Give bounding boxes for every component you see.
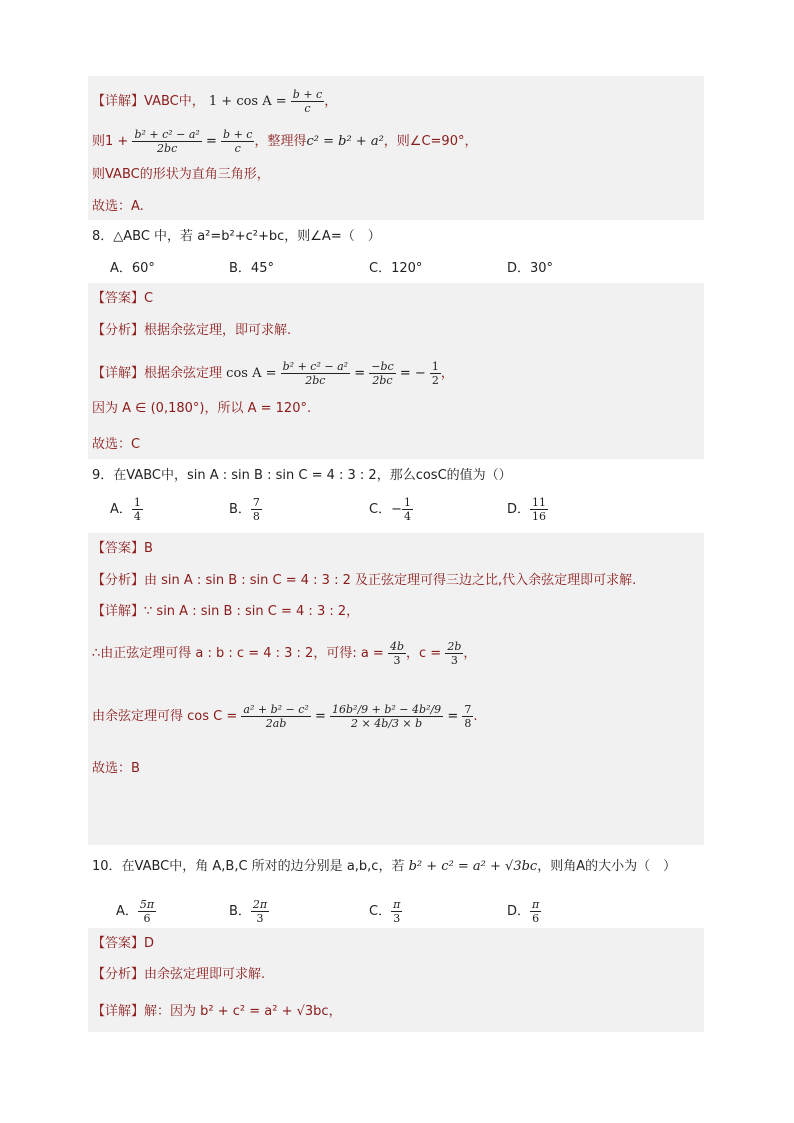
fraction: $\frac{7}{8}$	[464, 703, 472, 730]
q7-detail-line1: 【详解】VABC中， 1 + cos A = $\frac{b + c}{c}$ ，	[92, 88, 338, 115]
q10-answer: 【答案】D	[92, 936, 155, 951]
q9-analysis: 【分析】由 sin A : sin B : sin C = 4 : 3 : 2 及正弦定理可得三边之比,代入余弦定理即可求解.	[92, 573, 637, 588]
fraction: $\frac{\text{b² + c² − a²}}{2bc}$	[134, 128, 200, 155]
fraction: $\frac{b + c}{c}$	[292, 88, 323, 115]
q10-option-d[interactable]: D． $\frac{\pi}{6}$	[507, 898, 540, 925]
q8-option-c[interactable]: C．120°	[369, 261, 423, 276]
fraction: $\frac{\pi}{6}$	[532, 898, 540, 925]
q9-option-b[interactable]: B． $\frac{7}{8}$	[229, 496, 260, 523]
q7-detail-line2: 则1 + $\frac{\text{b² + c² − a²}}{2bc}$ = $\frac{b + c}{c}$ ，整理得c² = b² + a²，则∠C=90°，	[92, 128, 478, 155]
fraction: $\frac{\pi}{3}$	[393, 898, 401, 925]
fraction: $\frac{2b}{3}$	[447, 640, 462, 667]
q9-detail-line2: ∴由正弦定理可得 a : b : c = 4 : 3 : 2，可得: a = $\frac{4b}{3}$ ，c = $\frac{2b}{3}$ ，	[92, 640, 477, 667]
q10-detail: 【详解】解：因为 b² + c² = a² + √3bc，	[92, 1004, 342, 1019]
q8-analysis: 【分析】根据余弦定理，即可求解.	[92, 323, 292, 338]
q7-choose: 故选：A.	[92, 199, 144, 214]
q8-stem: 8．△ABC 中，若 a²=b²+c²+bc，则∠A=（ ）	[92, 229, 381, 244]
q8-option-d[interactable]: D．30°	[507, 261, 554, 276]
q9-option-a[interactable]: A． $\frac{1}{4}$	[110, 496, 141, 523]
fraction: $\frac{b + c}{c}$	[223, 128, 253, 155]
q8-because: 因为 A ∈ (0,180°)，所以 A = 120°.	[92, 401, 312, 416]
fraction: $\frac{7}{8}$	[252, 496, 260, 523]
fraction: $\frac{5\pi}{6}$	[139, 898, 155, 925]
q9-detail-line3: 由余弦定理可得 cos C = $\frac{\text{a² + b² − c²}}{2ab}$ = $\frac{\text{16b²/9 + b² − 4b²/9}}{2 \times 4b/3 \times b}$ = $\frac{7}{8}$ .	[92, 703, 478, 730]
q8-detail: 【详解】根据余弦定理 cos A = $\frac{\text{b² + c² − a²}}{2bc}$ = $\frac{-bc}{2bc}$ = − $\frac{1}{2}$ ，	[92, 360, 454, 387]
fraction: $\frac{11}{16}$	[532, 496, 547, 523]
fraction: $\frac{1}{2}$	[431, 360, 439, 387]
compound-fraction: $\frac{\text{16b²/9 + b² − 4b²/9}}{2 \times 4b/3 \times b}$	[332, 703, 442, 730]
fraction: $\frac{4b}{3}$	[389, 640, 405, 667]
fraction: $\frac{-bc}{2bc}$	[371, 360, 394, 387]
q9-stem: 9．在VABC中，sin A : sin B : sin C = 4 : 3 : 2，那么cosC的值为（）	[92, 468, 512, 483]
q9-choose: 故选：B	[92, 761, 140, 776]
q8-choose: 故选：C	[92, 437, 141, 452]
q7-detail-line3: 则VABC的形状为直角三角形，	[92, 167, 270, 182]
fraction: $\frac{1}{4}$	[133, 496, 141, 523]
q9-option-c[interactable]: C．− $\frac{1}{4}$	[369, 496, 411, 523]
fraction: $\frac{\text{a² + b² − c²}}{2ab}$	[243, 703, 309, 730]
q10-option-a[interactable]: A． $\frac{5\pi}{6}$	[116, 898, 155, 925]
fraction: $\frac{2\pi}{3}$	[252, 898, 268, 925]
fraction: $\frac{1}{4}$	[403, 496, 411, 523]
q8-answer: 【答案】C	[92, 291, 154, 306]
q10-stem: 10．在VABC中，角 A,B,C 所对的边分别是 a,b,c，若 b² + c² = a² + √3bc，则角A的大小为（ ）	[92, 859, 677, 874]
fraction: $\frac{\text{b² + c² − a²}}{2bc}$	[282, 360, 349, 387]
q9-answer: 【答案】B	[92, 541, 153, 556]
q9-detail-line1: 【详解】∵ sin A : sin B : sin C = 4 : 3 : 2，	[92, 604, 360, 619]
q9-option-d[interactable]: D． $\frac{11}{16}$	[507, 496, 547, 523]
q10-option-b[interactable]: B． $\frac{2\pi}{3}$	[229, 898, 268, 925]
q10-option-c[interactable]: C． $\frac{\pi}{3}$	[369, 898, 401, 925]
q8-option-b[interactable]: B．45°	[229, 261, 274, 276]
q10-analysis: 【分析】由余弦定理即可求解.	[92, 967, 266, 982]
q8-option-a[interactable]: A．60°	[110, 261, 155, 276]
